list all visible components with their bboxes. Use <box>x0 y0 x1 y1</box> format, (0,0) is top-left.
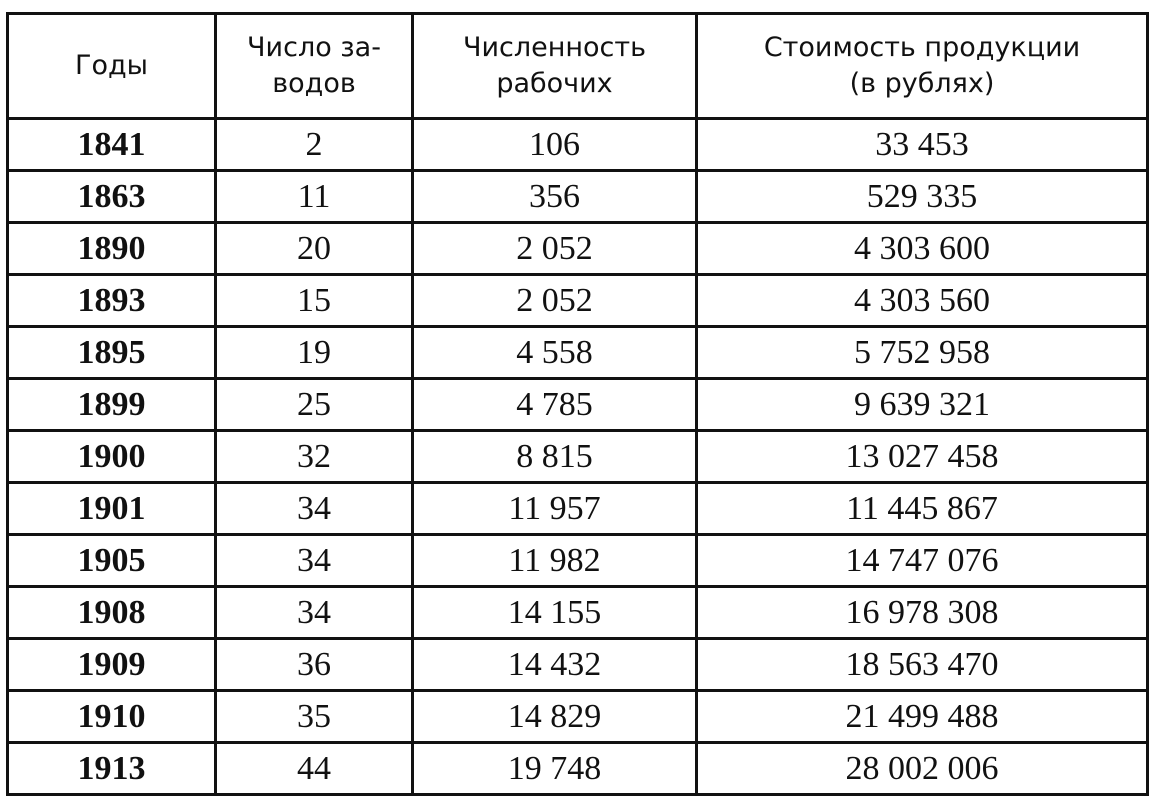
cell-value: 9 639 321 <box>697 379 1148 431</box>
header-year-label: Годы <box>75 50 148 81</box>
cell-workers: 14 829 <box>413 691 697 743</box>
table-row <box>8 691 1148 743</box>
table-row <box>8 379 1148 431</box>
cell-year: 1895 <box>8 327 216 379</box>
cell-year: 1893 <box>8 275 216 327</box>
header-value-line1: Стоимость продукции <box>763 32 1081 63</box>
cell-factories: 11 <box>216 171 413 223</box>
table-row <box>8 275 1148 327</box>
table-row <box>8 639 1148 691</box>
table-row <box>8 327 1148 379</box>
cell-workers: 11 957 <box>413 483 697 535</box>
table-row <box>8 223 1148 275</box>
header-factories <box>216 14 413 119</box>
cell-value: 11 445 867 <box>697 483 1148 535</box>
cell-value: 28 002 006 <box>697 743 1148 795</box>
cell-factories: 15 <box>216 275 413 327</box>
table-row <box>8 587 1148 639</box>
cell-factories: 25 <box>216 379 413 431</box>
cell-value: 4 303 560 <box>697 275 1148 327</box>
cell-factories: 36 <box>216 639 413 691</box>
cell-year: 1841 <box>8 119 216 171</box>
cell-workers: 8 815 <box>413 431 697 483</box>
cell-year: 1913 <box>8 743 216 795</box>
cell-factories: 44 <box>216 743 413 795</box>
factory-statistics-table <box>6 12 1149 796</box>
cell-value: 33 453 <box>697 119 1148 171</box>
cell-factories: 35 <box>216 691 413 743</box>
table-header <box>8 14 1148 119</box>
header-year <box>8 14 216 119</box>
header-row <box>8 14 1148 119</box>
cell-value: 13 027 458 <box>697 431 1148 483</box>
cell-value: 14 747 076 <box>697 535 1148 587</box>
cell-workers: 106 <box>413 119 697 171</box>
cell-year: 1899 <box>8 379 216 431</box>
cell-year: 1908 <box>8 587 216 639</box>
header-factories-line2: водов <box>272 68 356 99</box>
header-workers-line1: Численность <box>462 32 647 63</box>
cell-factories: 2 <box>216 119 413 171</box>
cell-factories: 34 <box>216 587 413 639</box>
cell-workers: 11 982 <box>413 535 697 587</box>
cell-workers: 4 785 <box>413 379 697 431</box>
cell-workers: 2 052 <box>413 223 697 275</box>
cell-factories: 19 <box>216 327 413 379</box>
header-workers <box>413 14 697 119</box>
cell-value: 21 499 488 <box>697 691 1148 743</box>
cell-value: 4 303 600 <box>697 223 1148 275</box>
cell-year: 1910 <box>8 691 216 743</box>
cell-workers: 14 155 <box>413 587 697 639</box>
cell-value: 529 335 <box>697 171 1148 223</box>
table-body <box>8 119 1148 795</box>
cell-year: 1905 <box>8 535 216 587</box>
header-factories-line1: Число за- <box>247 32 381 63</box>
cell-factories: 34 <box>216 483 413 535</box>
cell-workers: 2 052 <box>413 275 697 327</box>
cell-year: 1890 <box>8 223 216 275</box>
cell-value: 5 752 958 <box>697 327 1148 379</box>
cell-year: 1863 <box>8 171 216 223</box>
cell-workers: 19 748 <box>413 743 697 795</box>
header-value <box>697 14 1148 119</box>
cell-value: 16 978 308 <box>697 587 1148 639</box>
cell-value: 18 563 470 <box>697 639 1148 691</box>
header-workers-line2: рабочих <box>496 68 613 99</box>
table-row <box>8 119 1148 171</box>
cell-year: 1909 <box>8 639 216 691</box>
cell-year: 1900 <box>8 431 216 483</box>
table-row <box>8 431 1148 483</box>
cell-workers: 4 558 <box>413 327 697 379</box>
cell-year: 1901 <box>8 483 216 535</box>
header-value-line2: (в рублях) <box>849 68 995 99</box>
cell-workers: 356 <box>413 171 697 223</box>
table-row <box>8 743 1148 795</box>
table-row <box>8 483 1148 535</box>
cell-factories: 32 <box>216 431 413 483</box>
cell-factories: 20 <box>216 223 413 275</box>
cell-factories: 34 <box>216 535 413 587</box>
table-row <box>8 535 1148 587</box>
table-row <box>8 171 1148 223</box>
cell-workers: 14 432 <box>413 639 697 691</box>
